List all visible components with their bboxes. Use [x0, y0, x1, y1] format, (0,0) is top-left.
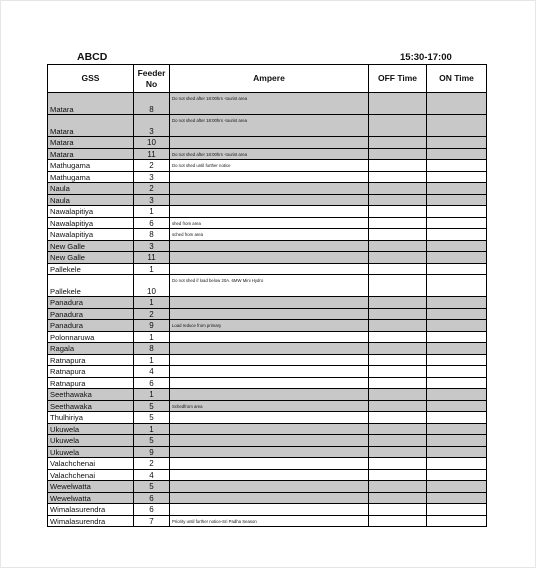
on-time-cell — [427, 297, 487, 309]
ampere-cell: Load reduce from primary — [170, 320, 369, 332]
ampere-cell — [170, 366, 369, 378]
on-time-cell — [427, 206, 487, 218]
off-time-cell — [369, 412, 427, 424]
off-time-cell — [369, 93, 427, 115]
gss-cell: Wimalasurendra — [48, 515, 134, 527]
on-time-cell — [427, 240, 487, 252]
table-row — [48, 492, 487, 504]
on-time-cell — [427, 458, 487, 470]
table-row — [48, 446, 487, 458]
ampere-cell — [170, 297, 369, 309]
ampere-cell — [170, 343, 369, 355]
gss-cell: Ratnapura — [48, 377, 134, 389]
table-row — [48, 93, 487, 115]
header-on-time: ON Time — [427, 65, 487, 93]
table-row — [48, 435, 487, 447]
table-row — [48, 240, 487, 252]
feeder-cell: 5 — [134, 400, 170, 412]
off-time-cell — [369, 446, 427, 458]
off-time-cell — [369, 297, 427, 309]
off-time-cell — [369, 469, 427, 481]
table-row — [48, 320, 487, 332]
gss-cell: Pallekele — [48, 263, 134, 275]
off-time-cell — [369, 331, 427, 343]
feeder-cell: 3 — [134, 171, 170, 183]
ampere-cell — [170, 458, 369, 470]
gss-cell: Wewelwatta — [48, 481, 134, 493]
on-time-cell — [427, 252, 487, 264]
gss-cell: Valachchenai — [48, 458, 134, 470]
on-time-cell — [427, 229, 487, 241]
table-body — [48, 93, 487, 527]
on-time-cell — [427, 412, 487, 424]
ampere-cell — [170, 423, 369, 435]
on-time-cell — [427, 504, 487, 516]
gss-cell: Panadura — [48, 320, 134, 332]
ampere-cell — [170, 492, 369, 504]
gss-cell: Nawalapitiya — [48, 229, 134, 241]
table-row — [48, 515, 487, 527]
on-time-cell — [427, 194, 487, 206]
table-row — [48, 423, 487, 435]
gss-cell: Naula — [48, 194, 134, 206]
gss-cell: Seethawaka — [48, 400, 134, 412]
off-time-cell — [369, 366, 427, 378]
on-time-cell — [427, 275, 487, 297]
ampere-cell — [170, 252, 369, 264]
table-row — [48, 194, 487, 206]
gss-cell: Polonnaruwa — [48, 331, 134, 343]
gss-cell: Nawalapitiya — [48, 206, 134, 218]
table-row — [48, 137, 487, 149]
off-time-cell — [369, 115, 427, 137]
gss-cell: Panadura — [48, 297, 134, 309]
table-row — [48, 160, 487, 172]
ampere-cell: sched from area — [170, 229, 369, 241]
on-time-cell — [427, 366, 487, 378]
off-time-cell — [369, 435, 427, 447]
gss-cell: Naula — [48, 183, 134, 195]
feeder-cell: 1 — [134, 331, 170, 343]
ampere-cell: Priority until further notice-Sri Padha Season — [170, 515, 369, 527]
on-time-cell — [427, 171, 487, 183]
ampere-cell — [170, 354, 369, 366]
on-time-cell — [427, 377, 487, 389]
ampere-cell — [170, 194, 369, 206]
gss-cell: Mathugama — [48, 171, 134, 183]
on-time-cell — [427, 183, 487, 195]
table-row — [48, 252, 487, 264]
gss-cell: Ratnapura — [48, 366, 134, 378]
table-row — [48, 343, 487, 355]
on-time-cell — [427, 389, 487, 401]
off-time-cell — [369, 481, 427, 493]
off-time-cell — [369, 137, 427, 149]
gss-cell: Ukuwela — [48, 423, 134, 435]
ampere-cell: Do not shed after 18:00hrs -tourist area — [170, 115, 369, 137]
gss-cell: Ukuwela — [48, 446, 134, 458]
feeder-cell: 2 — [134, 458, 170, 470]
feeder-cell: 1 — [134, 389, 170, 401]
on-time-cell — [427, 343, 487, 355]
ampere-cell — [170, 137, 369, 149]
off-time-cell — [369, 240, 427, 252]
feeder-cell: 9 — [134, 320, 170, 332]
feeder-cell: 1 — [134, 423, 170, 435]
header-feeder-no: Feeder No — [134, 65, 170, 93]
gss-cell: Wewelwatta — [48, 492, 134, 504]
on-time-cell — [427, 217, 487, 229]
off-time-cell — [369, 400, 427, 412]
ampere-cell: Do not shed after 18:00hrs -tourist area — [170, 148, 369, 160]
gss-cell: Valachchenai — [48, 469, 134, 481]
feeder-cell: 6 — [134, 217, 170, 229]
ampere-cell — [170, 389, 369, 401]
on-time-cell — [427, 446, 487, 458]
ampere-cell — [170, 331, 369, 343]
on-time-cell — [427, 93, 487, 115]
ampere-cell — [170, 206, 369, 218]
feeder-cell: 5 — [134, 435, 170, 447]
off-time-cell — [369, 217, 427, 229]
off-time-cell — [369, 206, 427, 218]
header-gss: GSS — [48, 65, 134, 93]
table-row — [48, 469, 487, 481]
off-time-cell — [369, 354, 427, 366]
table-row — [48, 217, 487, 229]
feeder-cell: 1 — [134, 263, 170, 275]
table-row — [48, 263, 487, 275]
off-time-cell — [369, 377, 427, 389]
feeder-cell: 11 — [134, 148, 170, 160]
off-time-cell — [369, 171, 427, 183]
header-off-time: OFF Time — [369, 65, 427, 93]
on-time-cell — [427, 115, 487, 137]
ampere-cell: Do not shed after 18:00hrs -tourist area — [170, 93, 369, 115]
on-time-cell — [427, 492, 487, 504]
gss-cell: New Galle — [48, 240, 134, 252]
table-row — [48, 458, 487, 470]
feeder-cell: 8 — [134, 343, 170, 355]
feeder-cell: 5 — [134, 481, 170, 493]
on-time-cell — [427, 354, 487, 366]
on-time-cell — [427, 263, 487, 275]
feeder-cell: 3 — [134, 240, 170, 252]
table-row — [48, 275, 487, 297]
table-row — [48, 148, 487, 160]
ampere-cell — [170, 412, 369, 424]
table-row — [48, 354, 487, 366]
off-time-cell — [369, 275, 427, 297]
ampere-cell: Do not shed until further notice — [170, 160, 369, 172]
gss-cell: Nawalapitiya — [48, 217, 134, 229]
table-row — [48, 412, 487, 424]
ampere-cell — [170, 308, 369, 320]
off-time-cell — [369, 492, 427, 504]
feeder-cell: 10 — [134, 275, 170, 297]
off-time-cell — [369, 263, 427, 275]
feeder-cell: 6 — [134, 504, 170, 516]
gss-cell: Wimalasurendra — [48, 504, 134, 516]
on-time-cell — [427, 515, 487, 527]
ampere-cell — [170, 504, 369, 516]
feeder-cell: 3 — [134, 194, 170, 206]
ampere-cell: shed from area — [170, 217, 369, 229]
load-shedding-table — [47, 64, 487, 527]
off-time-cell — [369, 423, 427, 435]
gss-cell: Panadura — [48, 308, 134, 320]
off-time-cell — [369, 343, 427, 355]
off-time-cell — [369, 252, 427, 264]
ampere-cell — [170, 240, 369, 252]
table-row — [48, 366, 487, 378]
on-time-cell — [427, 308, 487, 320]
off-time-cell — [369, 194, 427, 206]
off-time-cell — [369, 320, 427, 332]
ampere-cell — [170, 435, 369, 447]
table-row — [48, 171, 487, 183]
table-row — [48, 481, 487, 493]
ampere-cell: Schedfrom area — [170, 400, 369, 412]
feeder-cell: 1 — [134, 354, 170, 366]
feeder-cell: 1 — [134, 206, 170, 218]
on-time-cell — [427, 148, 487, 160]
table-row — [48, 206, 487, 218]
feeder-cell: 10 — [134, 137, 170, 149]
ampere-cell: Do not shed if load below 20A. 6MW Mini Hydro — [170, 275, 369, 297]
gss-cell: Matara — [48, 137, 134, 149]
off-time-cell — [369, 515, 427, 527]
table-row — [48, 400, 487, 412]
ampere-cell — [170, 183, 369, 195]
off-time-cell — [369, 458, 427, 470]
table-row — [48, 331, 487, 343]
ampere-cell — [170, 481, 369, 493]
off-time-cell — [369, 308, 427, 320]
gss-cell: Mathugama — [48, 160, 134, 172]
gss-cell: Matara — [48, 93, 134, 115]
gss-cell: Matara — [48, 148, 134, 160]
feeder-cell: 8 — [134, 93, 170, 115]
feeder-cell: 11 — [134, 252, 170, 264]
feeder-cell: 7 — [134, 515, 170, 527]
feeder-cell: 1 — [134, 297, 170, 309]
on-time-cell — [427, 469, 487, 481]
header-ampere: Ampere — [170, 65, 369, 93]
gss-cell: Seethawaka — [48, 389, 134, 401]
off-time-cell — [369, 229, 427, 241]
table-row — [48, 229, 487, 241]
on-time-cell — [427, 320, 487, 332]
ampere-cell — [170, 263, 369, 275]
on-time-cell — [427, 481, 487, 493]
gss-cell: Thulhiriya — [48, 412, 134, 424]
gss-cell: New Galle — [48, 252, 134, 264]
on-time-cell — [427, 423, 487, 435]
gss-cell: Ragala — [48, 343, 134, 355]
on-time-cell — [427, 435, 487, 447]
ampere-cell — [170, 446, 369, 458]
on-time-cell — [427, 160, 487, 172]
feeder-cell: 8 — [134, 229, 170, 241]
feeder-cell: 9 — [134, 446, 170, 458]
ampere-cell — [170, 469, 369, 481]
on-time-cell — [427, 400, 487, 412]
table-row — [48, 389, 487, 401]
ampere-cell — [170, 171, 369, 183]
table-row — [48, 115, 487, 137]
gss-cell: Matara — [48, 115, 134, 137]
document-title: ABCD — [77, 51, 108, 63]
time-range: 15:30-17:00 — [400, 52, 452, 63]
feeder-cell: 3 — [134, 115, 170, 137]
gss-cell: Ukuwela — [48, 435, 134, 447]
off-time-cell — [369, 504, 427, 516]
on-time-cell — [427, 331, 487, 343]
off-time-cell — [369, 148, 427, 160]
feeder-cell: 4 — [134, 469, 170, 481]
table-row — [48, 297, 487, 309]
table-row — [48, 183, 487, 195]
feeder-cell: 6 — [134, 377, 170, 389]
table-row — [48, 308, 487, 320]
gss-cell: Ratnapura — [48, 354, 134, 366]
ampere-cell — [170, 377, 369, 389]
feeder-cell: 2 — [134, 183, 170, 195]
off-time-cell — [369, 183, 427, 195]
off-time-cell — [369, 160, 427, 172]
feeder-cell: 2 — [134, 308, 170, 320]
feeder-cell: 2 — [134, 160, 170, 172]
off-time-cell — [369, 389, 427, 401]
feeder-cell: 5 — [134, 412, 170, 424]
on-time-cell — [427, 137, 487, 149]
table-row — [48, 504, 487, 516]
feeder-cell: 4 — [134, 366, 170, 378]
feeder-cell: 6 — [134, 492, 170, 504]
table-row — [48, 377, 487, 389]
gss-cell: Pallekele — [48, 275, 134, 297]
